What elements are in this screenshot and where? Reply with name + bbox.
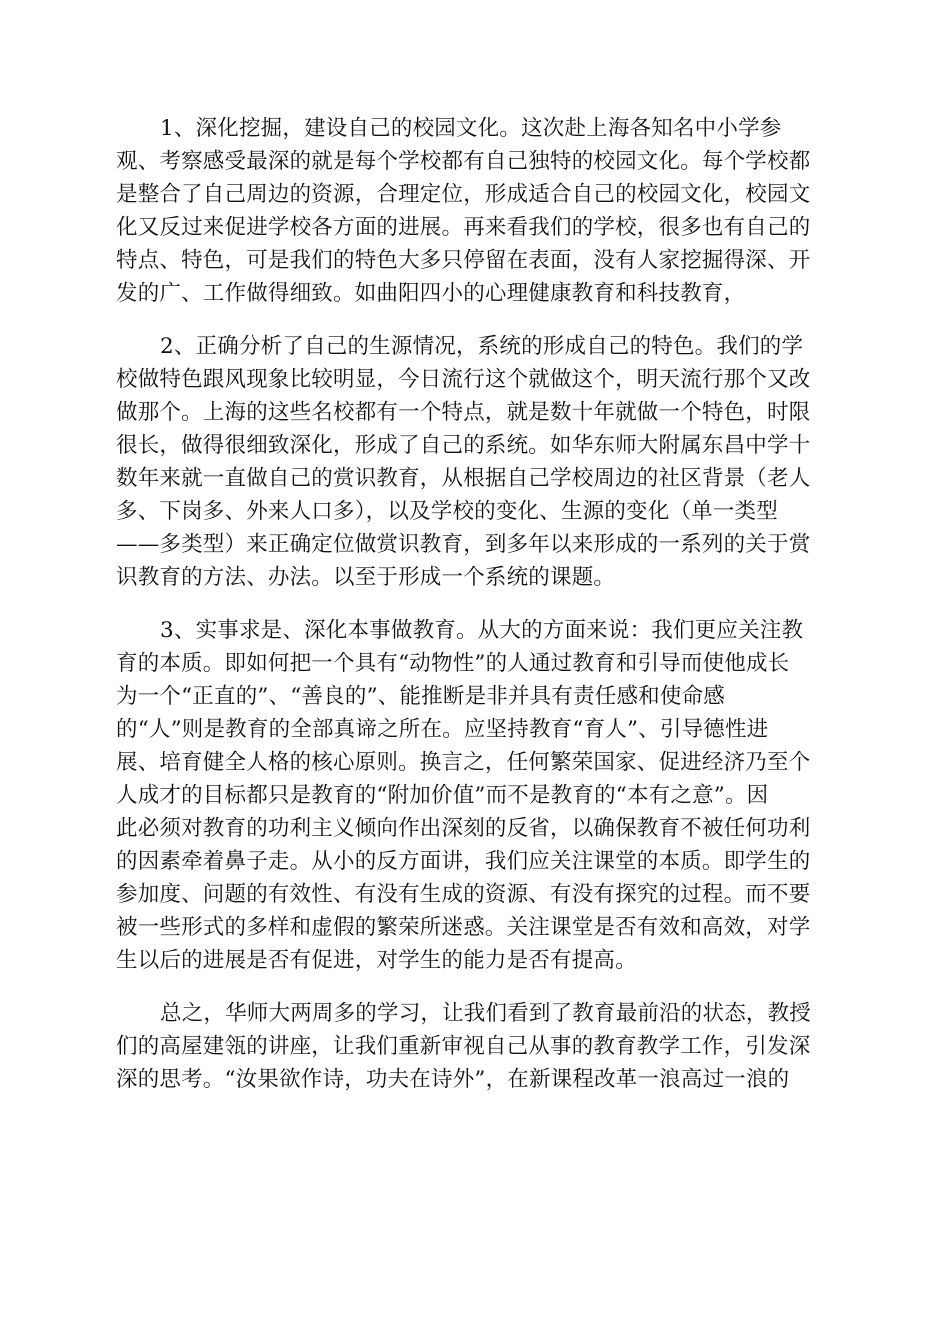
text-line: 很长，做得很细致深化，形成了自己的系统。如华东师大附属东昌中学十	[116, 433, 811, 458]
text-line: 数年来就一直做自己的赏识教育，从根据自己学校周边的社区背景（老人	[116, 466, 811, 491]
text-line: 展、培育健全人格的核心原则。换言之，任何繁荣国家、促进经济乃至个	[116, 750, 811, 775]
text-line: 2、正确分析了自己的生源情况，系统的形成自己的特色。我们的学	[160, 334, 804, 359]
text-line: 人成才的目标都只是教育的“附加价值”而不是教育的“本有之意”。因	[116, 783, 769, 808]
text-line: 参加度、问题的有效性、有没有生成的资源、有没有探究的过程。而不要	[116, 882, 811, 907]
paragraph-gap	[116, 594, 838, 614]
text-line: 特点、特色，可是我们的特色大多只停留在表面，没有人家挖掘得深、开	[116, 248, 811, 273]
text-line: 化又反过来促进学校各方面的进展。再来看我们的学校，很多也有自己的	[116, 215, 811, 240]
text-line: 深的思考。“汝果欲作诗，功夫在诗外”，在新课程改革一浪高过一浪的	[116, 1067, 790, 1092]
text-line: 生以后的进展是否有促进，对学生的能力是否有提高。	[116, 948, 637, 973]
paragraph-2	[116, 330, 838, 594]
text-line: 被一些形式的多样和虚假的繁荣所迷惑。关注课堂是否有效和高效，对学	[116, 915, 811, 940]
text-line: 总之，华师大两周多的学习，让我们看到了教育最前沿的状态，教授	[160, 1001, 812, 1026]
text-line: 1、深化挖掘，建设自己的校园文化。这次赴上海各知名中小学参	[160, 116, 782, 141]
text-line: 们的高屋建瓴的讲座，让我们重新审视自己从事的教育教学工作，引发深	[116, 1034, 811, 1059]
text-line: 识教育的方法、办法。以至于形成一个系统的课题。	[116, 565, 616, 590]
text-line: 的“人”则是教育的全部真谛之所在。应坚持教育“育人”、引导德性进	[116, 717, 769, 742]
text-line: ——多类型）来正确定位做赏识教育，到多年以来形成的一系列的关于赏	[116, 532, 811, 557]
paragraph-1	[116, 112, 838, 310]
text-line: 发的广、工作做得细致。如曲阳四小的心理健康教育和科技教育，	[116, 281, 746, 306]
paragraph-gap	[116, 310, 838, 330]
text-line: 3、实事求是、深化本事做教育。从大的方面来说：我们更应关注教	[160, 618, 804, 643]
text-line: 做那个。上海的这些名校都有一个特点，就是数十年就做一个特色，时限	[116, 400, 811, 425]
paragraph-gap	[116, 977, 838, 997]
document-page	[116, 112, 838, 1096]
text-line: 此必须对教育的功利主义倾向作出深刻的反省，以确保教育不被任何功利	[116, 816, 811, 841]
text-line: 育的本质。即如何把一个具有“动物性”的人通过教育和引导而使他成长	[116, 651, 790, 676]
text-line: 校做特色跟风现象比较明显，今日流行这个就做这个，明天流行那个又改	[116, 367, 811, 392]
text-line: 为一个“正直的”、“善良的”、能推断是非并具有责任感和使命感	[116, 684, 725, 709]
text-line: 的因素牵着鼻子走。从小的反方面讲，我们应关注课堂的本质。即学生的	[116, 849, 811, 874]
paragraph-4	[116, 997, 838, 1096]
paragraph-3	[116, 614, 838, 977]
text-line: 观、考察感受最深的就是每个学校都有自己独特的校园文化。每个学校都	[116, 149, 811, 174]
text-line: 是整合了自己周边的资源，合理定位，形成适合自己的校园文化，校园文	[116, 182, 811, 207]
text-line: 多、下岗多、外来人口多），以及学校的变化、生源的变化（单一类型	[116, 499, 778, 524]
